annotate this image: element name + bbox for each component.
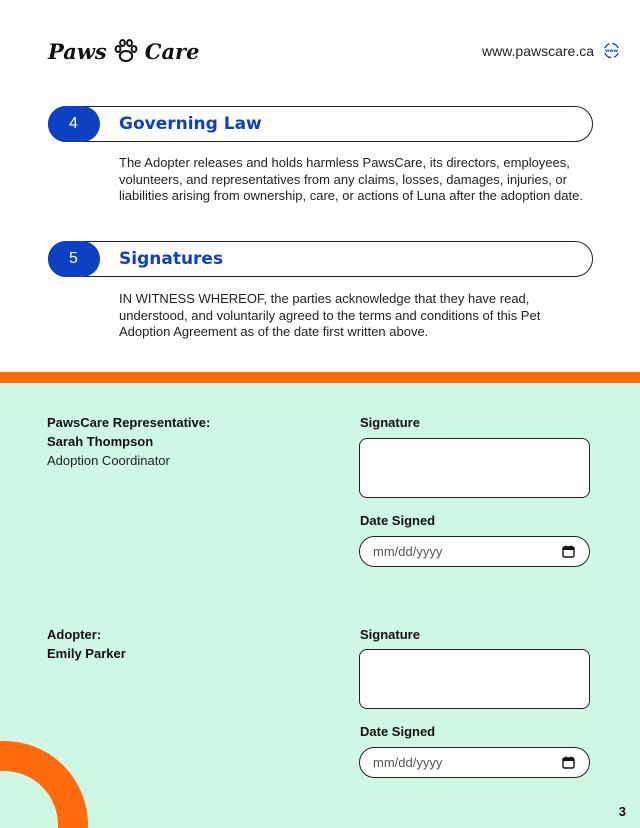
representative-date-input[interactable] <box>359 536 590 567</box>
orange-divider-bar <box>0 372 640 383</box>
adopter-role-label: Adopter: <box>47 627 102 642</box>
section-header-governing-law <box>48 106 593 142</box>
representative-signature-field[interactable] <box>359 438 590 498</box>
signature-panel <box>0 383 640 828</box>
section-title: Governing Law <box>119 114 262 134</box>
representative-role-label: PawsCare Representative: <box>47 415 211 430</box>
www-icon-text: www <box>604 49 619 55</box>
section-title: Signatures <box>119 249 224 269</box>
section-header-signatures <box>48 241 593 277</box>
page-header <box>0 0 640 100</box>
representative-signature-label: Signature <box>360 415 420 430</box>
section-number-badge: 4 <box>48 106 100 142</box>
adopter-date-input[interactable] <box>359 747 590 778</box>
adopter-signature-field[interactable] <box>359 649 590 709</box>
representative-name: Sarah Thompson <box>47 434 154 449</box>
website-url[interactable]: www.pawscare.ca <box>481 42 594 59</box>
logo-text-care: Care <box>144 38 200 64</box>
section-number-badge: 5 <box>48 241 100 277</box>
date-placeholder: mm/dd/yyyy <box>373 755 443 770</box>
orange-arc-decoration <box>0 741 88 828</box>
date-placeholder: mm/dd/yyyy <box>373 544 443 559</box>
adopter-name: Emily Parker <box>47 646 126 661</box>
paw-icon <box>113 38 139 64</box>
website-link[interactable] <box>482 42 620 59</box>
calendar-icon[interactable] <box>562 756 575 769</box>
calendar-icon[interactable] <box>562 545 575 558</box>
pawscare-logo <box>48 38 199 64</box>
page-number: 3 <box>618 804 626 819</box>
adopter-date-label: Date Signed <box>360 724 436 739</box>
logo-text-paws: Paws <box>48 38 107 64</box>
adopter-signature-label: Signature <box>360 627 420 642</box>
section-body-governing-law: The Adopter releases and holds harmless PawsCare, its directors, employees, volunteers, and representatives from any claims, losses, damages, injuries, or liabilities arising from ownership, care, or actions of Luna after the adoption date. <box>119 155 583 203</box>
section-body-signatures: IN WITNESS WHEREOF, the parties acknowledge that they have read, understood, and voluntarily agreed to the terms and conditions of this Pet Adoption Agreement as of the date first written above. <box>119 291 541 339</box>
representative-title: Adoption Coordinator <box>47 453 170 468</box>
representative-date-label: Date Signed <box>360 513 436 528</box>
www-globe-icon <box>603 42 620 59</box>
